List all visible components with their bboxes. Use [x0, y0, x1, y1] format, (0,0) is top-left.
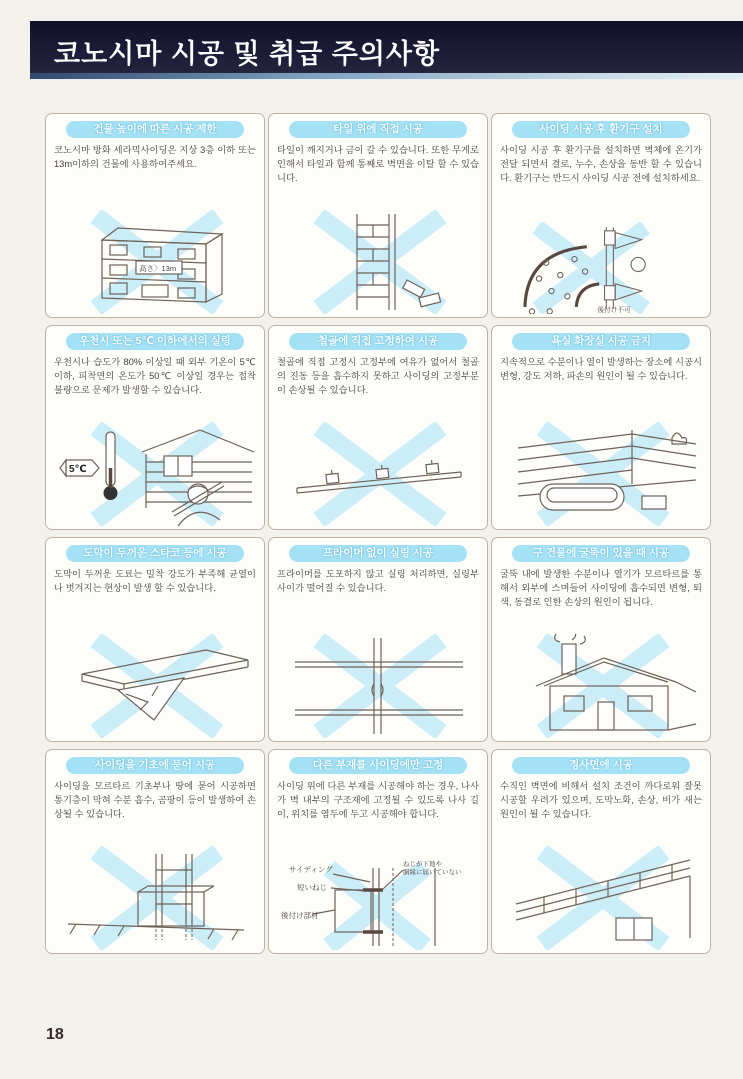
sloped-surface-illustration	[500, 846, 702, 950]
panel-sloped-surface-install	[491, 749, 711, 954]
panel-title-badge: 프라이머 없이 실링 시공	[289, 545, 467, 562]
thermometer-worker-illustration	[54, 422, 256, 526]
panel-body: 사이딩을 모르타르 기초부나 땅에 묻어 시공하면 통기층이 막혀 수분 흡수, 곰팡이 등이 발생하여 손상될 수 있습니다.	[54, 781, 256, 819]
panel-vent-after-siding	[491, 113, 711, 318]
temperature-label: 5℃	[69, 464, 87, 475]
panel-title-badge: 경사면에 시공	[512, 757, 690, 774]
panel-thick-stucco-coating	[45, 537, 265, 742]
panel-member-fixed-only-to-siding	[268, 749, 488, 954]
stucco-peeling-illustration	[54, 634, 256, 738]
page-number: 18	[46, 1026, 64, 1043]
panel-direct-on-tile	[268, 113, 488, 318]
panel-title-badge: 도막이 두꺼운 스타코 등에 시공	[66, 545, 244, 562]
panel-body: 코노시마 방화 세라믹사이딩은 지상 3층 이하 또는 13m이하의 건물에 사용하여주세요.	[54, 145, 256, 169]
panel-title-badge: 사이딩 시공 후 환기구 설치	[512, 121, 690, 138]
page-header	[30, 21, 743, 73]
retrofit-member-label: 後付け部材	[281, 911, 319, 920]
panel-body: 프라이머를 도포하지 않고 실링 처리하면, 실링부 사이가 떨어질 수 있습니다.	[277, 569, 479, 593]
height-label: 高さ〉13m	[139, 264, 177, 273]
house-chimney-illustration	[500, 634, 702, 738]
panel-body: 타일이 깨지거나 금이 갈 수 있습니다. 또한 무게로 인해서 타일과 함께 통째로 벽면을 이탈 할 수 있습니다.	[277, 145, 479, 183]
panel-building-height-limit	[45, 113, 265, 318]
panel-body: 수직인 벽면에 비해서 설치 조건이 까다로워 잘못 시공할 우려가 있으며, 도막노화, 손상, 비가 새는 원인이 될 수 있습니다.	[500, 781, 702, 819]
sealing-joint-illustration	[277, 634, 479, 738]
panel-title-badge: 우천시 또는 5℃ 이하에서의 실링	[66, 333, 244, 350]
tiled-wall-illustration	[277, 210, 479, 314]
buried-siding-illustration	[54, 846, 256, 950]
panel-body: 도막이 두꺼운 도료는 밀착 강도가 부족해 균열이나 벗겨지는 현상이 발생 할 수 있습니다.	[54, 569, 256, 593]
prohibition-x-mark	[537, 227, 645, 308]
retrofit-not-allowed-label: 後付け不可	[597, 307, 631, 314]
panel-title-badge: 사이딩을 기초에 묻어 시공	[66, 757, 244, 774]
header-accent-strip	[30, 73, 743, 79]
thermometer-drawing	[60, 432, 118, 500]
bathroom-illustration	[500, 422, 702, 526]
peeling-board-drawing	[82, 650, 248, 720]
panel-body: 굴뚝 내에 발생한 수분이나 열기가 모르타르를 통해서 외부에 스며들어 사이딩에 흡수되면 변형, 퇴색, 동결로 인한 손상의 원인이 됩니다.	[500, 569, 702, 607]
panel-body: 사이딩 위에 다른 부재를 시공해야 하는 경우, 나사가 벽 내부의 구조재에 고정될 수 있도록 나사 길이, 위치를 염두에 두고 시공해야 합니다.	[277, 781, 479, 819]
prohibition-x-mark	[96, 852, 218, 944]
panel-body: 사이딩 시공 후 환기구를 설치하면 벽체에 온기가 전달 되면서 결로, 누수, 손상을 동반 할 수 있습니다. 환기구는 반드시 사이딩 시공 전에 설치하세요.	[500, 145, 702, 183]
panel-no-bathroom-install	[491, 325, 711, 530]
screw-note-line1: ねじが下地や	[403, 861, 442, 868]
precaution-grid	[45, 113, 711, 954]
section-drawing	[281, 859, 462, 946]
panel-body: 철골에 직접 고정시 고정부에 여유가 없어서 철골의 진동 등을 흡수하지 못하고 사이딩의 고정부분이 손상될 수 있습니다.	[277, 357, 479, 395]
siding-label: サイディング	[289, 865, 333, 874]
panel-siding-buried-foundation	[45, 749, 265, 954]
short-screw-label: 短いねじ	[297, 883, 327, 892]
panel-title-badge: 건물 높이에 따른 시공 제한	[66, 121, 244, 138]
panel-title-badge: 타일 위에 직접 시공	[289, 121, 467, 138]
vent-duct-illustration	[500, 222, 679, 314]
foundation-drawing	[68, 854, 244, 940]
panel-body: 지속적으로 수분이나 열이 발생하는 장소에 시공시 변형, 강도 저하, 파손의 원인이 될 수 있습니다.	[500, 357, 702, 381]
screw-note-line2: 胴縁に届いていない	[403, 869, 462, 876]
prohibition-x-mark	[329, 868, 425, 946]
panel-sealing-without-primer	[268, 537, 488, 742]
panel-title-badge: 욕실 화장실 시공 금지	[512, 333, 690, 350]
panel-title-badge: 구 건물에 굴뚝이 있을 때 시공	[512, 545, 690, 562]
panel-body: 우천시나 습도가 80% 이상일 때 외부 기온이 5℃ 이하, 피착면의 온도가 50℃ 이상일 경우는 접착 불량으로 문제가 발생할 수 있습니다.	[54, 357, 256, 395]
page-title: 코노시마 시공 및 취급 주의사항	[54, 39, 441, 69]
panel-title-badge: 철골에 직접 고정하여 시공	[289, 333, 467, 350]
steel-beam-illustration	[277, 422, 479, 526]
screw-section-illustration	[277, 854, 479, 950]
panel-sealing-low-temp	[45, 325, 265, 530]
panel-fix-to-steel-frame	[268, 325, 488, 530]
three-story-building-illustration	[54, 210, 256, 314]
panel-old-building-chimney	[491, 537, 711, 742]
panel-title-badge: 다른 부재를 사이딩에만 고정	[289, 757, 467, 774]
prohibition-x-mark	[319, 640, 441, 732]
